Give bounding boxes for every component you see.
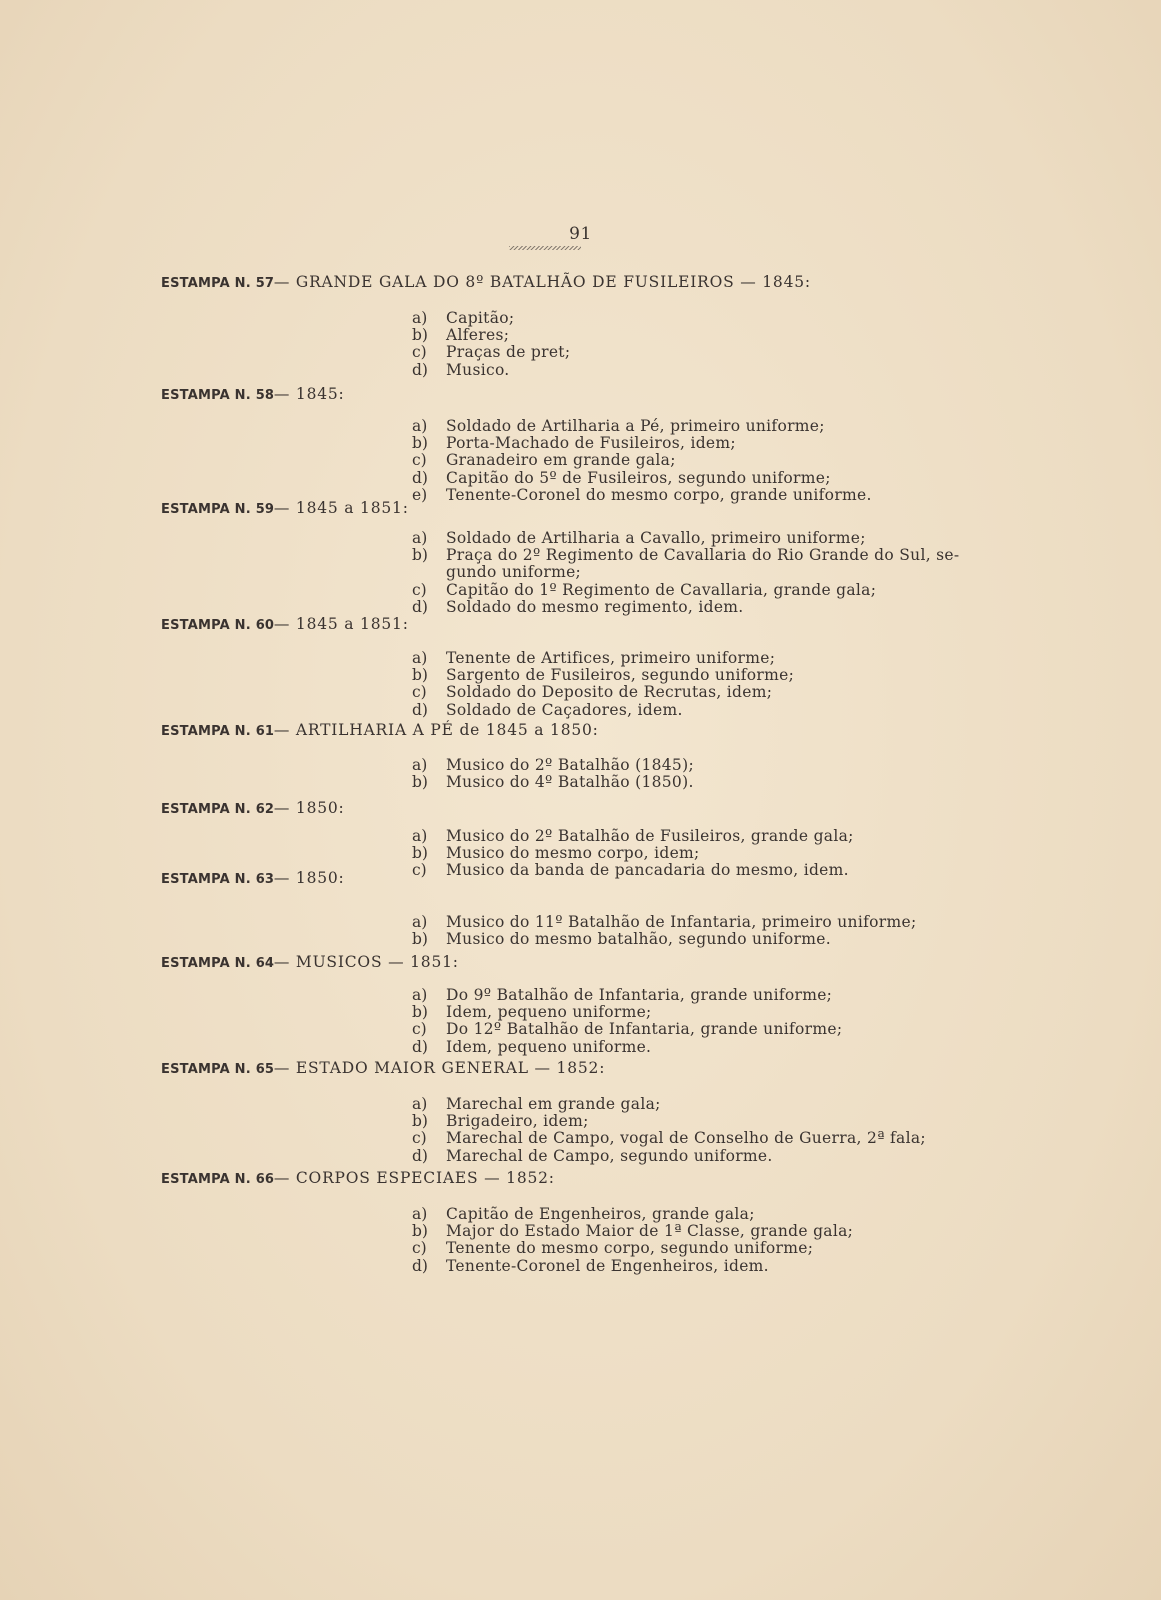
list-item [412, 310, 570, 327]
plate-number: 61 [255, 724, 274, 739]
list-item-text: Soldado do Deposito de Recrutas, idem; [446, 683, 773, 702]
plate-item-list [412, 1096, 926, 1165]
plate-heading [161, 798, 345, 820]
list-item [412, 470, 872, 487]
list-item-text: Musico da banda de pancadaria do mesmo, idem. [446, 861, 849, 880]
list-item [412, 828, 854, 845]
plate-title: — MUSICOS — 1851: [273, 953, 459, 971]
page-number-rule [509, 246, 581, 250]
plate-heading [161, 614, 409, 636]
list-item [412, 582, 959, 599]
list-item-text: Praças de pret; [446, 343, 571, 362]
list-item-text: Soldado de Artilharia a Cavallo, primeiro uniforme; [446, 529, 866, 547]
list-item-marker: b) [412, 326, 428, 345]
list-item [412, 650, 794, 667]
plate-title: — 1850: [273, 869, 345, 887]
list-item [412, 1113, 926, 1130]
list-item [412, 344, 570, 361]
list-item-marker: a) [412, 986, 428, 1004]
list-item-marker: c) [412, 451, 427, 470]
plate-heading [161, 1168, 555, 1190]
plate-number: 63 [255, 872, 274, 887]
list-item-text: Marechal em grande gala; [446, 1095, 661, 1113]
list-item-text: Soldado de Artilharia a Pé, primeiro uniforme; [446, 417, 825, 435]
list-item-text: Idem, pequeno uniforme. [446, 1037, 652, 1056]
list-item [412, 487, 872, 504]
plate-number: 58 [255, 388, 274, 403]
plate-number: 59 [255, 502, 274, 517]
list-item [412, 774, 694, 791]
plate-number: 62 [255, 802, 274, 817]
list-item-marker: a) [412, 1095, 428, 1113]
plate-heading [161, 1058, 605, 1080]
list-item-text: Marechal de Campo, vogal de Conselho de Guerra, 2ª fala; [446, 1129, 926, 1148]
list-item-marker: a) [412, 529, 428, 547]
list-item [412, 1148, 926, 1165]
plate-title: — 1845 a 1851: [273, 615, 409, 633]
list-item-marker: b) [412, 434, 428, 453]
plate-heading [161, 498, 409, 520]
list-item [412, 547, 959, 564]
list-item-text: Tenente-Coronel de Engenheiros, idem. [446, 1256, 769, 1275]
list-item-marker: d) [412, 1037, 428, 1056]
list-item-marker: d) [412, 468, 428, 487]
plate-label: ESTAMPA N. [161, 276, 251, 291]
list-item-text: Alferes; [446, 326, 510, 345]
plate-label: ESTAMPA N. [161, 802, 251, 817]
plate-title: — ESTADO MAIOR GENERAL — 1852: [273, 1059, 606, 1077]
list-item-text: Capitão de Engenheiros, grande gala; [446, 1205, 755, 1223]
list-item-text: Sargento de Fusileiros, segundo uniforme; [446, 666, 795, 685]
plate-label: ESTAMPA N. [161, 388, 251, 403]
list-item-marker: c) [412, 1239, 427, 1258]
plate-label: ESTAMPA N. [161, 724, 251, 739]
plate-title: — 1845: [273, 385, 345, 403]
list-item [412, 1223, 853, 1240]
plate-label: ESTAMPA N. [161, 872, 251, 887]
list-item-marker: d) [412, 1256, 428, 1275]
plate-heading [161, 720, 599, 742]
plate-title: — 1845 a 1851: [273, 499, 409, 517]
list-item-marker: d) [412, 360, 428, 379]
list-item-marker: a) [412, 827, 428, 845]
list-item-text: Tenente-Coronel do mesmo corpo, grande uniforme. [446, 485, 872, 504]
list-item-marker: d) [412, 700, 428, 719]
list-item [412, 702, 794, 719]
list-item-marker: b) [412, 666, 428, 685]
plate-label: ESTAMPA N. [161, 1062, 251, 1077]
list-item [412, 1130, 926, 1147]
plate-number: 66 [255, 1172, 274, 1187]
list-item [412, 1039, 842, 1056]
list-item-text: Soldado de Caçadores, idem. [446, 700, 683, 719]
list-item-text: Major do Estado Maior de 1ª Classe, grande gala; [446, 1222, 854, 1241]
list-item [412, 327, 570, 344]
list-item [412, 1206, 853, 1223]
plate-heading [161, 952, 459, 974]
list-item [412, 757, 694, 774]
list-item-marker: d) [412, 1146, 428, 1165]
list-item-text: Praça do 2º Regimento de Cavallaria do Rio Grande do Sul, se- [446, 546, 960, 565]
list-item-text: Musico do 11º Batalhão de Infantaria, primeiro uniforme; [446, 913, 917, 931]
plate-label: ESTAMPA N. [161, 618, 251, 633]
plate-heading [161, 272, 811, 294]
list-item-marker: c) [412, 580, 427, 599]
list-item-marker: a) [412, 756, 428, 774]
plate-heading [161, 868, 345, 890]
list-item-text: Musico do mesmo batalhão, segundo uniforme. [446, 930, 831, 949]
list-item [412, 1004, 842, 1021]
list-item [412, 530, 959, 547]
plate-label: ESTAMPA N. [161, 502, 251, 517]
list-item-marker: a) [412, 1205, 428, 1223]
list-item-text: Granadeiro em grande gala; [446, 451, 676, 470]
list-item-text: Idem, pequeno uniforme; [446, 1003, 652, 1022]
plate-item-list [412, 530, 959, 616]
list-item-text: Capitão do 1º Regimento de Cavallaria, grande gala; [446, 580, 877, 599]
plate-number: 64 [255, 956, 274, 971]
plate-label: ESTAMPA N. [161, 956, 251, 971]
list-item-marker: b) [412, 773, 428, 792]
plate-title: — GRANDE GALA DO 8º BATALHÃO DE FUSILEIROS — 1845: [273, 273, 811, 291]
list-item-marker: a) [412, 649, 428, 667]
list-item-text: Tenente de Artifices, primeiro uniforme; [446, 649, 776, 667]
list-item [412, 564, 959, 581]
list-item [412, 599, 959, 616]
list-item-text: gundo uniforme; [446, 563, 582, 582]
plate-item-list [412, 828, 854, 880]
list-item-marker: c) [412, 861, 427, 880]
list-item-text: Musico do 2º Batalhão de Fusileiros, grande gala; [446, 827, 854, 845]
plate-label: ESTAMPA N. [161, 1172, 251, 1187]
plate-item-list [412, 1206, 853, 1275]
list-item [412, 914, 916, 931]
list-item-text: Porta-Machado de Fusileiros, idem; [446, 434, 736, 453]
list-item-marker: b) [412, 1222, 428, 1241]
list-item-text: Do 9º Batalhão de Infantaria, grande uniforme; [446, 986, 833, 1004]
list-item [412, 452, 872, 469]
list-item-text: Musico do mesmo corpo, idem; [446, 844, 700, 863]
list-item-text: Brigadeiro, idem; [446, 1112, 589, 1131]
plate-item-list [412, 310, 570, 379]
list-item [412, 667, 794, 684]
list-item-text: Musico do 4º Batalhão (1850). [446, 773, 694, 792]
list-item-text: Capitão do 5º de Fusileiros, segundo uniforme; [446, 468, 831, 487]
list-item-marker: b) [412, 546, 428, 565]
plate-title: — 1850: [273, 799, 345, 817]
list-item-marker: a) [412, 417, 428, 435]
list-item [412, 862, 854, 879]
list-item-text: Do 12º Batalhão de Infantaria, grande uniforme; [446, 1020, 843, 1039]
list-item [412, 1258, 853, 1275]
list-item-marker: b) [412, 844, 428, 863]
list-item-marker: b) [412, 1003, 428, 1022]
list-item [412, 418, 872, 435]
plate-item-list [412, 650, 794, 719]
list-item [412, 931, 916, 948]
list-item [412, 435, 872, 452]
list-item [412, 1021, 842, 1038]
list-item [412, 362, 570, 379]
list-item-marker: d) [412, 597, 428, 616]
list-item-marker: b) [412, 930, 428, 949]
list-item [412, 987, 842, 1004]
list-item [412, 684, 794, 701]
list-item-text: Tenente do mesmo corpo, segundo uniforme; [446, 1239, 814, 1258]
list-item-marker: c) [412, 683, 427, 702]
plate-number: 60 [255, 618, 274, 633]
list-item-marker: a) [412, 913, 428, 931]
plate-title: — CORPOS ESPECIAES — 1852: [273, 1169, 555, 1187]
list-item-text: Soldado do mesmo regimento, idem. [446, 597, 744, 616]
list-item-marker: c) [412, 1129, 427, 1148]
plate-item-list [412, 757, 694, 791]
list-item-text: Capitão; [446, 309, 515, 327]
list-item-marker: b) [412, 1112, 428, 1131]
plate-heading [161, 384, 345, 406]
list-item-marker: c) [412, 1020, 427, 1039]
list-item-text: Musico. [446, 360, 510, 379]
list-item-marker: e) [412, 485, 428, 504]
list-item [412, 1096, 926, 1113]
plate-title: — ARTILHARIA A PÉ de 1845 a 1850: [273, 721, 599, 739]
list-item [412, 1240, 853, 1257]
list-item-marker: a) [412, 309, 428, 327]
page-number: 91 [569, 224, 592, 244]
list-item-text: Marechal de Campo, segundo uniforme. [446, 1146, 773, 1165]
plate-item-list [412, 914, 916, 948]
plate-item-list [412, 987, 842, 1056]
plate-number: 65 [255, 1062, 274, 1077]
list-item-marker: c) [412, 343, 427, 362]
list-item-text: Musico do 2º Batalhão (1845); [446, 756, 694, 774]
plate-number: 57 [255, 276, 274, 291]
list-item [412, 845, 854, 862]
plate-item-list [412, 418, 872, 504]
